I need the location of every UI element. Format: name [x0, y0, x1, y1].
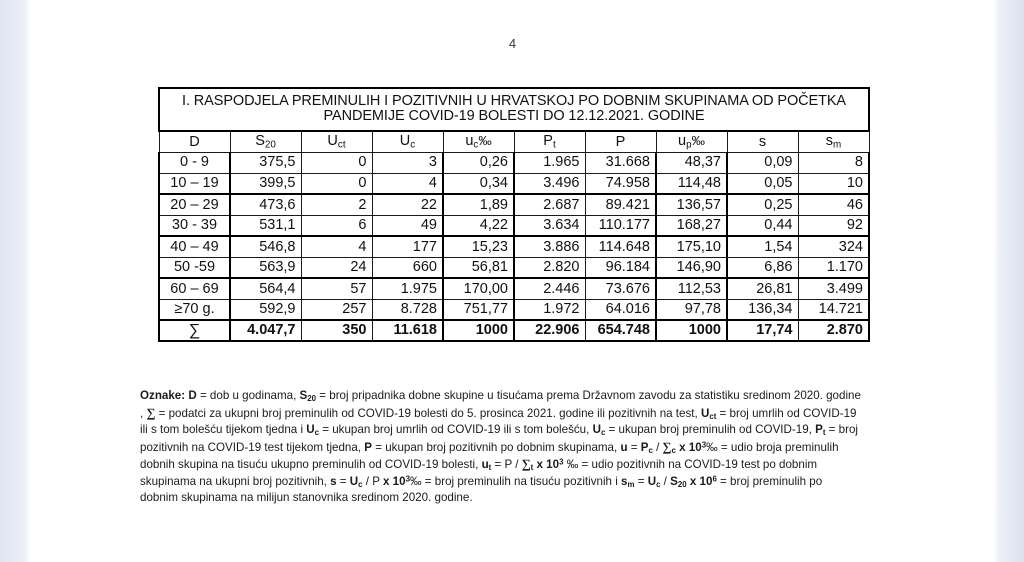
- cell-uc: 3: [372, 152, 443, 173]
- sum-cell-uc: 11.618: [372, 320, 443, 341]
- cell-uppm: 112,53: [656, 278, 727, 299]
- cell-p: 64.016: [585, 299, 656, 320]
- cell-uct: 257: [301, 299, 372, 320]
- cell-d: 60 – 69: [159, 278, 230, 299]
- cell-p: 31.668: [585, 152, 656, 173]
- sum-cell-uppm: 1000: [656, 320, 727, 341]
- column-header-ucpm: $u_c‰$: [443, 131, 514, 152]
- cell-ucpm: 15,23: [443, 236, 514, 257]
- table-row: [159, 257, 869, 278]
- cell-uc: 1.975: [372, 278, 443, 299]
- legend-heading: Oznake:: [140, 389, 186, 402]
- cell-d: 20 – 29: [159, 194, 230, 215]
- cell-ucpm: 4,22: [443, 215, 514, 236]
- table-sum-row: [159, 320, 869, 341]
- cell-uc: 22: [372, 194, 443, 215]
- cell-uct: 0: [301, 152, 372, 173]
- cell-d: 50 -59: [159, 257, 230, 278]
- cell-p: 114.648: [585, 236, 656, 257]
- cell-p: 110.177: [585, 215, 656, 236]
- cell-uct: 2: [301, 194, 372, 215]
- cell-uppm: 175,10: [656, 236, 727, 257]
- cell-d: 0 - 9: [159, 152, 230, 173]
- table-legend-notes: [140, 388, 862, 506]
- cell-pt: 2.820: [514, 257, 585, 278]
- column-header-uc: $U_c$: [372, 131, 443, 152]
- cell-uc: 660: [372, 257, 443, 278]
- table-header-row: [159, 131, 869, 152]
- cell-uc: 8.728: [372, 299, 443, 320]
- table-row: [159, 173, 869, 194]
- cell-d: 30 - 39: [159, 215, 230, 236]
- statistics-table: [158, 87, 870, 342]
- statistics-table-container: [158, 87, 870, 342]
- cell-ucpm: 170,00: [443, 278, 514, 299]
- cell-s: 26,81: [727, 278, 798, 299]
- table-row: [159, 299, 869, 320]
- cell-s: 136,34: [727, 299, 798, 320]
- sum-cell-ucpm: 1000: [443, 320, 514, 341]
- cell-uppm: 136,57: [656, 194, 727, 215]
- sum-cell-d: ∑: [159, 320, 230, 341]
- cell-uct: 6: [301, 215, 372, 236]
- column-header-s20: $S_{20}$: [230, 131, 301, 152]
- cell-uppm: 146,90: [656, 257, 727, 278]
- cell-pt: 1.965: [514, 152, 585, 173]
- cell-sm: 3.499: [798, 278, 869, 299]
- cell-uct: 24: [301, 257, 372, 278]
- cell-d: 40 – 49: [159, 236, 230, 257]
- cell-p: 74.958: [585, 173, 656, 194]
- table-row: [159, 278, 869, 299]
- column-header-p: P: [585, 131, 656, 152]
- cell-pt: 3.496: [514, 173, 585, 194]
- cell-ucpm: 56,81: [443, 257, 514, 278]
- sum-cell-pt: 22.906: [514, 320, 585, 341]
- column-header-d: D: [159, 131, 230, 152]
- sum-cell-uct: 350: [301, 320, 372, 341]
- table-body: [159, 152, 869, 341]
- column-header-pt: $P_t$: [514, 131, 585, 152]
- cell-s20: 564,4: [230, 278, 301, 299]
- cell-uppm: 97,78: [656, 299, 727, 320]
- column-header-uppm: $u_p‰$: [656, 131, 727, 152]
- cell-s20: 592,9: [230, 299, 301, 320]
- column-header-s: s: [727, 131, 798, 152]
- cell-s: 1,54: [727, 236, 798, 257]
- cell-s: 0,25: [727, 194, 798, 215]
- sum-cell-s20: 4.047,7: [230, 320, 301, 341]
- cell-uc: 4: [372, 173, 443, 194]
- cell-p: 89.421: [585, 194, 656, 215]
- cell-d: 10 – 19: [159, 173, 230, 194]
- cell-ucpm: 751,77: [443, 299, 514, 320]
- cell-pt: 3.634: [514, 215, 585, 236]
- cell-sm: 8: [798, 152, 869, 173]
- cell-uct: 0: [301, 173, 372, 194]
- cell-s20: 375,5: [230, 152, 301, 173]
- sum-cell-sm: 2.870: [798, 320, 869, 341]
- column-header-sm: $s_m$: [798, 131, 869, 152]
- cell-uc: 177: [372, 236, 443, 257]
- cell-s: 6,86: [727, 257, 798, 278]
- cell-sm: 14.721: [798, 299, 869, 320]
- cell-uppm: 114,48: [656, 173, 727, 194]
- sum-cell-p: 654.748: [585, 320, 656, 341]
- column-header-uct: $U_{ct}$: [301, 131, 372, 152]
- table-row: [159, 194, 869, 215]
- table-row: [159, 236, 869, 257]
- cell-uc: 49: [372, 215, 443, 236]
- cell-s20: 546,8: [230, 236, 301, 257]
- cell-ucpm: 0,34: [443, 173, 514, 194]
- cell-s20: 473,6: [230, 194, 301, 215]
- cell-ucpm: 0,26: [443, 152, 514, 173]
- cell-pt: 2.687: [514, 194, 585, 215]
- cell-s20: 399,5: [230, 173, 301, 194]
- cell-p: 96.184: [585, 257, 656, 278]
- legend-body: D = dob u godinama, $S_{20}$ = broj pripadnika dobne skupine u tisućama prema Državnom zavodu za statistiku sredinom 2020. godine , ∑ = podatci za ukupni broj preminulih od COVID-19 bolesti do 5. prosinca 2021. godine ili pozitivnih na test, $U_{ct}$ = broj umrlih od COVID-19 ili s tom bolešću tijekom tjedna i $U_c$ = ukupan broj umrlih od COVID-19 ili s tom bolešću, $U_c$ = ukupan broj preminulih od COVID-19, $P_t$ = broj pozitivnih na COVID-19 test tijekom tjedna, P = ukupan broj pozitivnih po dobnim skupinama, $u = P_c / \sum_c$ x $10^3‰$ = udio broja preminulih dobnih skupina na tisuću ukupno preminulih od COVID-19 bolesti, $u_t = P / \sum_t$ x $10^3$ ‰ = udio pozitivnih na COVID-19 test po dobnim skupinama na ukupni broj pozitivnih, $s = U_c / P$ x $10^3‰$ = broj preminulih na tisuću pozitivnih i $s_m = U_c / S_{20}$ x $10^6$ = broj preminulih po dobnim skupinama na milijun stanovnika sredinom 2020. godine.: [140, 389, 861, 504]
- table-row: [159, 215, 869, 236]
- document-page: [30, 0, 995, 562]
- cell-s20: 563,9: [230, 257, 301, 278]
- cell-uct: 4: [301, 236, 372, 257]
- cell-pt: 1.972: [514, 299, 585, 320]
- table-row: [159, 152, 869, 173]
- cell-sm: 1.170: [798, 257, 869, 278]
- cell-uct: 57: [301, 278, 372, 299]
- cell-d: ≥70 g.: [159, 299, 230, 320]
- cell-pt: 2.446: [514, 278, 585, 299]
- table-title-row: [159, 88, 869, 131]
- cell-sm: 92: [798, 215, 869, 236]
- cell-p: 73.676: [585, 278, 656, 299]
- cell-ucpm: 1,89: [443, 194, 514, 215]
- cell-uppm: 48,37: [656, 152, 727, 173]
- cell-uppm: 168,27: [656, 215, 727, 236]
- cell-sm: 324: [798, 236, 869, 257]
- table-title: I. RASPODJELA PREMINULIH I POZITIVNIH U HRVATSKOJ PO DOBNIM SKUPINAMA OD POČETKA PANDEMIJE COVID-19 BOLESTI DO 12.12.2021. GODINE: [159, 88, 869, 131]
- page-number: 4: [508, 36, 517, 51]
- cell-sm: 46: [798, 194, 869, 215]
- cell-s: 0,09: [727, 152, 798, 173]
- cell-s: 0,44: [727, 215, 798, 236]
- cell-sm: 10: [798, 173, 869, 194]
- cell-s20: 531,1: [230, 215, 301, 236]
- sum-cell-s: 17,74: [727, 320, 798, 341]
- cell-s: 0,05: [727, 173, 798, 194]
- cell-pt: 3.886: [514, 236, 585, 257]
